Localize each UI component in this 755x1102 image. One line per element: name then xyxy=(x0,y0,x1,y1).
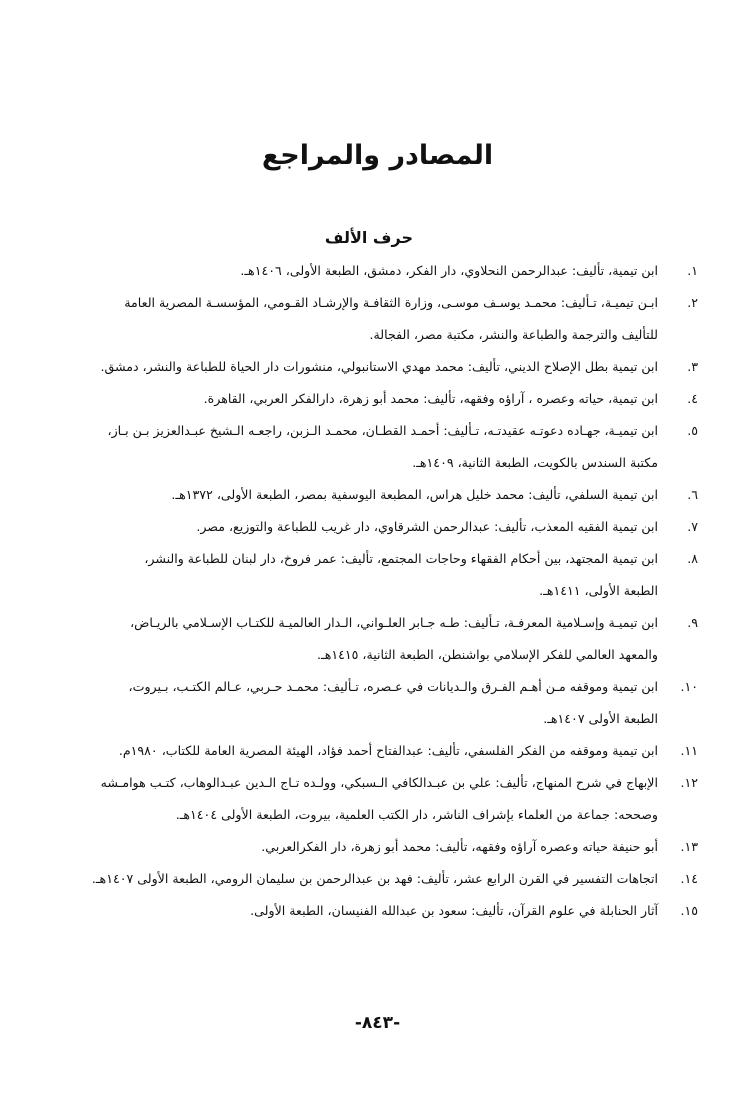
reference-text: للتأليف والترجمة والطباعة والنشر، مكتبة مصر، الفجالة. xyxy=(369,327,658,342)
reference-line xyxy=(58,351,698,383)
reference-text: ابـن تيميـة، تـأليف: محمـد يوسـف موسـى، وزارة الثقافـة والإرشـاد القـومي، المؤسسـة المصرية العامة xyxy=(124,295,658,310)
reference-text: وصححه: جماعة من العلماء بإشراف الناشر، دار الكتب العلمية، بيروت، الطبعة الأولى ١٤٠٤هـ. xyxy=(175,807,658,822)
reference-line xyxy=(58,895,698,927)
reference-list xyxy=(58,255,698,927)
reference-text: ابن تيمية وموقفه من الفكر الفلسفي، تأليف: عبدالفتاح أحمد فؤاد، الهيئة المصرية العامة للكتاب، ١٩٨٠م. xyxy=(118,743,658,758)
reference-text: ابن تيميـة وإسـلامية المعرفـة، تـأليف: طـه جـابر العلـواني، الـدار العالميـة للكتـاب الإسـلامي بالريـاض، xyxy=(130,615,658,630)
reference-number: ٤. xyxy=(687,391,698,406)
reference-number: ١٥. xyxy=(680,903,698,918)
reference-line xyxy=(58,863,698,895)
reference-number: ٣. xyxy=(687,359,698,374)
reference-text: ابن تيمية السلفي، تأليف: محمد خليل هراس، المطبعة اليوسفية بمصر، الطبعة الأولى، ١٣٧٢هـ. xyxy=(171,487,658,502)
reference-text: ابن تيمية بطل الإصلاح الديني، تأليف: محمد مهدي الاستانبولي، منشورات دار الحياة للطباعة والنشر، دمشق. xyxy=(100,359,658,374)
reference-text: آثار الحنابلة في علوم القرآن، تأليف: سعود بن عبدالله الفنيسان، الطبعة الأولى. xyxy=(250,903,658,918)
reference-line-continued xyxy=(58,703,698,735)
reference-line xyxy=(58,415,698,447)
page-number: -٨٤٣- xyxy=(354,1013,401,1033)
reference-line xyxy=(58,831,698,863)
reference-line xyxy=(58,479,698,511)
reference-line xyxy=(58,607,698,639)
reference-line-continued xyxy=(58,447,698,479)
reference-number: ١٢. xyxy=(680,775,698,790)
reference-line xyxy=(58,383,698,415)
reference-number: ٨. xyxy=(687,551,698,566)
reference-line-continued xyxy=(58,319,698,351)
reference-text: ابن تيميـة، جهـاده دعوتـه عقيدتـه، تـأليف: أحمـد القطـان، محمـد الـزبن، راجعـه الـشيخ عبـدالعزيز بـن بـاز، xyxy=(107,423,658,438)
reference-line xyxy=(58,735,698,767)
reference-text: أبو حنيفة حياته وعصره آراؤه وفقهه، تأليف: محمد أبو زهرة، دار الفكرالعربي. xyxy=(261,839,658,854)
section-heading: حرف الألف xyxy=(324,228,413,247)
reference-text: ابن تيمية الفقيه المعذب، تأليف: عبدالرحمن الشرقاوي، دار غريب للطباعة والتوزيع، مصر. xyxy=(196,519,658,534)
reference-line xyxy=(58,287,698,319)
reference-number: ٧. xyxy=(687,519,698,534)
reference-number: ١١. xyxy=(680,743,698,758)
reference-number: ٢. xyxy=(687,295,698,310)
reference-number: ٩. xyxy=(687,615,698,630)
reference-number: ١٣. xyxy=(680,839,698,854)
reference-text: اتجاهات التفسير في القرن الرابع عشر، تأليف: فهد بن عبدالرحمن بن سليمان الرومي، الطبعة الأولى ١٤٠٧هـ. xyxy=(91,871,658,886)
reference-text: الطبعة الأولى ١٤٠٧هـ. xyxy=(543,711,658,726)
reference-line xyxy=(58,671,698,703)
reference-line-continued xyxy=(58,575,698,607)
reference-number: ٦. xyxy=(687,487,698,502)
reference-number: ١٤. xyxy=(680,871,698,886)
reference-text: الإبهاج في شرح المنهاج، تأليف: علي بن عبـدالكافي الـسبكي، وولـده تـاج الـدين عبـدالوهاب، كتـب هوامـشه xyxy=(100,775,658,790)
reference-line-continued xyxy=(58,639,698,671)
reference-text: مكتبة السندس بالكويت، الطبعة الثانية، ١٤٠٩هـ. xyxy=(412,455,658,470)
reference-number: ٥. xyxy=(687,423,698,438)
reference-line xyxy=(58,511,698,543)
page-title: المصادر والمراجع xyxy=(261,140,494,171)
reference-text: والمعهد العالمي للفكر الإسلامي بواشنطن، الطبعة الثانية، ١٤١٥هـ. xyxy=(317,647,658,662)
reference-line xyxy=(58,543,698,575)
reference-text: ابن تيمية وموقفه مـن أهـم الفـرق والـديانات في عـصره، تـأليف: محمـد حـربي، عـالم الكتـب، بـيروت، xyxy=(128,679,658,694)
reference-text: ابن تيمية، تأليف: عبدالرحمن النحلاوي، دار الفكر، دمشق، الطبعة الأولى، ١٤٠٦هـ. xyxy=(240,263,658,278)
reference-line xyxy=(58,767,698,799)
reference-number: ١٠. xyxy=(680,679,698,694)
reference-line xyxy=(58,255,698,287)
reference-line-continued xyxy=(58,799,698,831)
reference-text: الطبعة الأولى، ١٤١١هـ. xyxy=(539,583,658,598)
reference-text: ابن تيمية، حياته وعصره ، آراؤه وفقهه، تأليف: محمد أبو زهرة، دارالفكر العربي، القاهرة. xyxy=(203,391,658,406)
reference-text: ابن تيمية المجتهد، بين أحكام الفقهاء وحاجات المجتمع، تأليف: عمر فروخ، دار لبنان للطباعة والنشر، xyxy=(144,551,658,566)
reference-number: ١. xyxy=(687,263,698,278)
